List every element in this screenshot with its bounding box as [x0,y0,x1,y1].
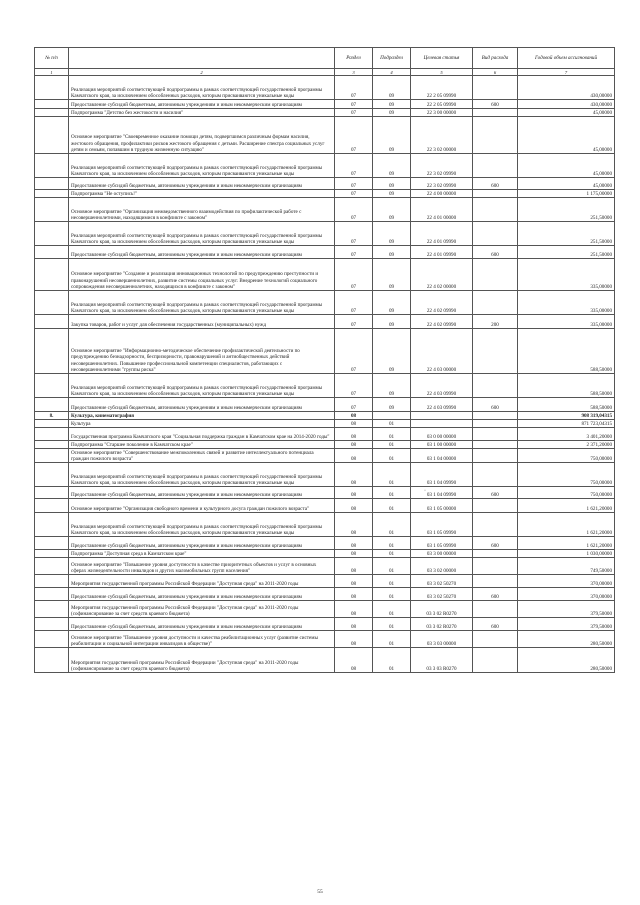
cell-name: Мероприятия государственной программы Российской Федерации "Доступная среда" на 2011-2020 годы (софинансирование за счет средств краевого бюджета) [69,648,335,673]
cell-vr [473,109,518,117]
cell-name: Основное мероприятие "Совершенствование межпоколенных связей и развитие интеллектуального потенциала граждан пожилого возраста" [69,449,335,463]
cell-razdel: 07 [335,190,373,198]
cell-sum: 1 621,20000 [518,499,615,513]
cell-sum: 379,50000 [518,601,615,618]
column-number: 6 [473,69,518,76]
cell-vr [473,513,518,537]
cell-num [35,190,69,198]
cell-vr [473,198,518,222]
cell-sum: 750,00000 [518,449,615,463]
cell-name: Основное мероприятие "Своевременное оказание помощи детям, подвергшимся различным формам насилия, жестокого обращения, профилактики рисков жестокого обращения с детьми. Расширение спектра социальных услуг детям и семьям, попавшим в трудную жизненную ситуацию" [69,117,335,154]
cell-podrazdel: 09 [373,291,411,315]
cell-sum: 1 175,00000 [518,190,615,198]
cell-num [35,329,69,374]
cell-razdel: 07 [335,398,373,412]
cell-num [35,100,69,109]
cell-num [35,420,69,428]
cell-razdel: 07 [335,246,373,259]
cell-vr [473,449,518,463]
cell-vr: 600 [473,487,518,499]
cell-razdel: 08 [335,575,373,588]
cell-vr [473,648,518,673]
cell-sum: 335,00000 [518,291,615,315]
cell-num [35,428,69,441]
cell-name: Основное мероприятие "Создание и реализация инновационных технологий по предупреждению преступности и правонарушений несовершеннолетних, развитие системы социальных услуг. Внедрение технологий социального сопровождения несовершеннолетних, находящихся в конфликте с законом" [69,259,335,291]
cell-cs: 22 4 03 09990 [411,398,473,412]
cell-vr [473,428,518,441]
cell-vr [473,190,518,198]
cell-name: Предоставление субсидий бюджетным, автономным учреждениям и иным некоммерческим организациям [69,246,335,259]
cell-num [35,374,69,398]
cell-vr: 600 [473,398,518,412]
cell-razdel: 08 [335,420,373,428]
cell-num [35,648,69,673]
cell-podrazdel: 01 [373,449,411,463]
cell-razdel: 08 [335,441,373,449]
cell-cs: 22 3 00 00000 [411,109,473,117]
header-cs: Целевая статья [411,48,473,69]
cell-podrazdel: 01 [373,575,411,588]
cell-name: Реализация мероприятий соответствующей подпрограммы в рамках соответствующей государственной программы Камчатского края, за исключением обособленных расходов, которым присваиваются уникальные коды [69,374,335,398]
cell-podrazdel: 01 [373,420,411,428]
cell-sum: 251,50000 [518,246,615,259]
table-row [35,499,615,513]
cell-razdel: 07 [335,100,373,109]
cell-vr [473,575,518,588]
table-row [35,588,615,601]
cell-podrazdel: 09 [373,246,411,259]
cell-cs: 03 3 00 00000 [411,550,473,558]
cell-podrazdel: 01 [373,648,411,673]
cell-num [35,449,69,463]
cell-cs: 22 3 02 09990 [411,178,473,190]
cell-num [35,398,69,412]
cell-num [35,154,69,178]
cell-sum: 45,00000 [518,109,615,117]
table-row [35,291,615,315]
cell-cs: 03 1 04 00000 [411,449,473,463]
cell-podrazdel: 09 [373,178,411,190]
cell-cs: 22 4 02 09990 [411,315,473,329]
cell-num [35,222,69,246]
cell-podrazdel: 09 [373,222,411,246]
cell-num [35,588,69,601]
cell-podrazdel: 09 [373,259,411,291]
cell-name: Основное мероприятие "Повышение уровня доступности в качестве приоритетных объектов и услуг в основных сферах жизнедеятельности инвалидов и других маломобильных групп населения" [69,558,335,575]
table-row [35,428,615,441]
cell-name: Предоставление субсидий бюджетным, автономным учреждениям и иным некоммерческим организациям [69,398,335,412]
cell-sum: 280,50000 [518,631,615,648]
table-row [35,198,615,222]
cell-podrazdel: 09 [373,154,411,178]
cell-num [35,246,69,259]
cell-name: Подпрограмма "Старшее поколение в Камчатском крае" [69,441,335,449]
table-row [35,412,615,420]
cell-vr: 600 [473,100,518,109]
header-sum: Годовой объем ассигнований [518,48,615,69]
cell-cs [411,420,473,428]
cell-vr [473,601,518,618]
table-row [35,222,615,246]
cell-podrazdel: 09 [373,329,411,374]
table-row [35,575,615,588]
cell-sum: 280,50000 [518,648,615,673]
cell-name: Государственная программа Камчатского края "Социальная поддержка граждан в Камчатском крае на 2014-2020 годы" [69,428,335,441]
column-number: 4 [373,69,411,76]
cell-num [35,618,69,631]
cell-razdel: 08 [335,588,373,601]
cell-name: Подпрограмма "Не оступись!" [69,190,335,198]
cell-name: Культура, кинематография [69,412,335,420]
cell-razdel: 07 [335,178,373,190]
cell-podrazdel: 09 [373,190,411,198]
cell-razdel: 07 [335,198,373,222]
cell-razdel: 07 [335,259,373,291]
cell-name: Мероприятия государственной программы Российской Федерации "Доступная среда" на 2011-2020 годы [69,575,335,588]
cell-sum: 335,00000 [518,315,615,329]
column-number: 3 [335,69,373,76]
cell-vr: 600 [473,178,518,190]
cell-name: Реализация мероприятий соответствующей подпрограммы в рамках соответствующей государственной программы Камчатского края, за исключением обособленных расходов, которым присваиваются уникальные коды [69,222,335,246]
cell-podrazdel: 01 [373,550,411,558]
cell-name: Реализация мероприятий соответствующей подпрограммы в рамках соответствующей государственной программы Камчатского края, за исключением обособленных расходов, которым присваиваются уникальные коды [69,154,335,178]
cell-name: Реализация мероприятий соответствующей подпрограммы в рамках соответствующей государственной программы Камчатского края, за исключением обособленных расходов, которым присваиваются уникальные коды [69,513,335,537]
cell-cs: 22 4 02 09990 [411,291,473,315]
cell-sum: 908 319,04315 [518,412,615,420]
cell-cs: 03 3 02 R0270 [411,601,473,618]
cell-razdel: 08 [335,618,373,631]
cell-sum: 1 030,00000 [518,550,615,558]
cell-podrazdel: 01 [373,618,411,631]
cell-vr [473,463,518,487]
cell-razdel: 08 [335,601,373,618]
cell-sum: 750,00000 [518,463,615,487]
cell-vr [473,117,518,154]
cell-vr: 600 [473,537,518,550]
cell-podrazdel: 09 [373,315,411,329]
cell-podrazdel: 09 [373,76,411,100]
cell-sum: 251,50000 [518,222,615,246]
cell-num [35,601,69,618]
cell-sum: 45,00000 [518,117,615,154]
cell-vr [473,420,518,428]
table-row [35,631,615,648]
cell-num [35,487,69,499]
cell-num [35,550,69,558]
table-row [35,463,615,487]
table-row [35,558,615,575]
cell-num [35,513,69,537]
table-row [35,315,615,329]
cell-cs: 22 4 00 00000 [411,190,473,198]
cell-razdel: 08 [335,412,373,420]
cell-name: Мероприятия государственной программы Российской Федерации "Доступная среда" на 2011-2020 годы (софинансирование за счет средств краевого бюджета) [69,601,335,618]
cell-cs: 03 0 00 00000 [411,428,473,441]
cell-sum: 2 371,20000 [518,441,615,449]
cell-sum: 379,50000 [518,618,615,631]
cell-cs: 22 2 05 09990 [411,76,473,100]
table-row [35,117,615,154]
table-row [35,487,615,499]
cell-podrazdel: 01 [373,558,411,575]
cell-razdel: 08 [335,428,373,441]
cell-podrazdel: 01 [373,499,411,513]
cell-num [35,117,69,154]
cell-sum: 430,00000 [518,76,615,100]
cell-num [35,499,69,513]
stray-mark: · [424,488,426,494]
cell-name: Закупка товаров, работ и услуг для обеспечения государственных (муниципальных) нужд [69,315,335,329]
cell-num [35,315,69,329]
cell-cs: 22 4 01 00000 [411,198,473,222]
cell-name: Культура [69,420,335,428]
cell-cs: 22 4 03 09990 [411,374,473,398]
cell-razdel: 08 [335,550,373,558]
cell-razdel: 07 [335,222,373,246]
cell-cs: 22 4 02 00000 [411,259,473,291]
cell-vr [473,412,518,420]
cell-podrazdel: 01 [373,601,411,618]
table-row [35,537,615,550]
cell-cs: 22 3 02 00000 [411,117,473,154]
cell-num [35,558,69,575]
column-number: 5 [411,69,473,76]
table-row [35,109,615,117]
cell-vr [473,76,518,100]
cell-vr [473,154,518,178]
column-number: 7 [518,69,615,76]
cell-num [35,109,69,117]
cell-cs: 22 2 05 09990 [411,100,473,109]
cell-razdel: 08 [335,449,373,463]
column-number: 1 [35,69,69,76]
cell-razdel: 07 [335,291,373,315]
cell-podrazdel: 09 [373,117,411,154]
cell-name: Основное мероприятие "Организация свободного времени и культурного досуга граждан пожилого возраста" [69,499,335,513]
cell-vr [473,631,518,648]
cell-cs: 03 1 04 09990 [411,487,473,499]
cell-cs: 03 1 05 09990 [411,537,473,550]
table-body [35,76,615,673]
cell-vr: 600 [473,246,518,259]
table-row [35,398,615,412]
cell-num [35,463,69,487]
cell-cs: 03 3 02 50270 [411,575,473,588]
cell-vr [473,374,518,398]
cell-vr: 600 [473,588,518,601]
table-row [35,76,615,100]
cell-razdel: 08 [335,537,373,550]
cell-cs: 03 1 05 09990 [411,513,473,537]
cell-name: Реализация мероприятий соответствующей подпрограммы в рамках соответствующей государственной программы Камчатского края, за исключением обособленных расходов, которым присваиваются уникальные коды [69,291,335,315]
cell-cs: 22 3 02 09990 [411,154,473,178]
header-num: № п/п [35,48,69,69]
cell-name: Предоставление субсидий бюджетным, автономным учреждениям и иным некоммерческим организациям [69,588,335,601]
cell-cs: 03 3 02 50270 [411,588,473,601]
cell-razdel: 08 [335,558,373,575]
table-row [35,374,615,398]
table-row [35,648,615,673]
cell-razdel: 07 [335,154,373,178]
cell-name: Основное мероприятие "Информационно-методическое обеспечение профилактической деятельности по предупреждению безнадзорности, беспризорности, правонарушений и антиобщественных действий несовершеннолетних. Повышение профессиональной компетенции специалистов, работающих с несовершеннолетними "группы риска" [69,329,335,374]
cell-name: Подпрограмма "Детство без жестокости и насилия" [69,109,335,117]
table-header-row [35,48,615,69]
cell-cs: 22 4 01 09990 [411,222,473,246]
cell-sum: 588,50000 [518,374,615,398]
cell-vr [473,441,518,449]
cell-vr: 600 [473,618,518,631]
cell-cs: 03 3 02 00000 [411,558,473,575]
cell-vr [473,558,518,575]
cell-num [35,631,69,648]
cell-razdel: 08 [335,513,373,537]
cell-sum: 430,00000 [518,100,615,109]
cell-razdel: 07 [335,315,373,329]
cell-sum: 1 621,20000 [518,513,615,537]
table-row [35,441,615,449]
cell-sum: 871 723,04315 [518,420,615,428]
cell-razdel: 07 [335,374,373,398]
header-podrazdel: Подраздел [373,48,411,69]
table-row [35,329,615,374]
cell-podrazdel: 01 [373,537,411,550]
cell-sum: 1 621,20000 [518,537,615,550]
table-row [35,449,615,463]
cell-vr [473,499,518,513]
cell-name: Предоставление субсидий бюджетным, автономным учреждениям и иным некоммерческим организациям [69,178,335,190]
budget-table [34,47,615,673]
header-razdel: Раздел [335,48,373,69]
cell-cs: 03 3 03 R0270 [411,648,473,673]
cell-podrazdel: 01 [373,631,411,648]
cell-razdel: 07 [335,109,373,117]
cell-num [35,291,69,315]
table-row [35,420,615,428]
cell-vr [473,222,518,246]
cell-sum: 251,50000 [518,198,615,222]
cell-podrazdel: 09 [373,198,411,222]
cell-num [35,178,69,190]
cell-podrazdel: 09 [373,109,411,117]
cell-vr [473,550,518,558]
cell-num [35,198,69,222]
table-row [35,154,615,178]
cell-cs: 03 1 05 00000 [411,499,473,513]
table-row [35,259,615,291]
header-vr: Вид расхода [473,48,518,69]
cell-podrazdel: 01 [373,428,411,441]
cell-razdel: 08 [335,487,373,499]
column-number-row [35,69,615,76]
cell-podrazdel: 09 [373,374,411,398]
cell-sum: 588,50000 [518,398,615,412]
cell-sum: 750,00000 [518,487,615,499]
cell-razdel: 08 [335,463,373,487]
cell-num [35,259,69,291]
cell-sum: 335,00000 [518,259,615,291]
cell-sum: 588,50000 [518,329,615,374]
cell-vr [473,291,518,315]
cell-sum: 45,00000 [518,154,615,178]
table-row [35,178,615,190]
table-row [35,550,615,558]
cell-vr [473,259,518,291]
cell-podrazdel: 01 [373,463,411,487]
cell-podrazdel [373,412,411,420]
cell-num [35,76,69,100]
cell-vr [473,329,518,374]
cell-name: Подпрограмма "Доступная среда в Камчатском крае" [69,550,335,558]
cell-sum: 749,50000 [518,558,615,575]
cell-cs: 03 3 03 00000 [411,631,473,648]
cell-name: Реализация мероприятий соответствующей подпрограммы в рамках соответствующей государственной программы Камчатского края, за исключением обособленных расходов, которым присваиваются уникальные коды [69,76,335,100]
cell-name: Реализация мероприятий соответствующей подпрограммы в рамках соответствующей государственной программы Камчатского края, за исключением обособленных расходов, которым присваиваются уникальные коды [69,463,335,487]
table-row [35,618,615,631]
cell-razdel: 07 [335,117,373,154]
cell-name: Основное мероприятие "Организация межведомственного взаимодействия по профилактической работе с несовершеннолетними, находящимися в конфликте с законом" [69,198,335,222]
cell-razdel: 08 [335,631,373,648]
cell-sum: 370,00000 [518,588,615,601]
cell-name: Предоставление субсидий бюджетным, автономным учреждениям и иным некоммерческим организациям [69,100,335,109]
page-number: 55 [317,889,323,895]
cell-name: Предоставление субсидий бюджетным, автономным учреждениям и иным некоммерческим организациям [69,537,335,550]
cell-num: 8. [35,412,69,420]
cell-sum: 45,00000 [518,178,615,190]
table-row [35,190,615,198]
table-row [35,100,615,109]
cell-podrazdel: 01 [373,441,411,449]
table-row [35,246,615,259]
table-row [35,601,615,618]
cell-podrazdel: 01 [373,513,411,537]
header-name [69,48,335,69]
cell-cs: 03 1 04 09990 [411,463,473,487]
cell-cs [411,412,473,420]
cell-podrazdel: 01 [373,588,411,601]
cell-num [35,575,69,588]
cell-razdel: 07 [335,329,373,374]
cell-vr: 200 [473,315,518,329]
cell-cs: 22 4 03 00000 [411,329,473,374]
cell-name: Основное мероприятие "Повышение уровня доступности и качества реабилитационных услуг (развитие системы реабилитации и социальной интеграции инвалидов в обществе)" [69,631,335,648]
cell-num [35,537,69,550]
cell-cs: 03 3 02 R0270 [411,618,473,631]
cell-cs: 03 1 00 00000 [411,441,473,449]
cell-sum: 370,00000 [518,575,615,588]
cell-podrazdel: 09 [373,398,411,412]
cell-num [35,441,69,449]
cell-razdel: 07 [335,76,373,100]
cell-cs: 22 4 01 09990 [411,246,473,259]
column-number: 2 [69,69,335,76]
cell-name: Предоставление субсидий бюджетным, автономным учреждениям и иным некоммерческим организациям [69,618,335,631]
cell-razdel: 08 [335,648,373,673]
cell-name: Предоставление субсидий бюджетным, автономным учреждениям и иным некоммерческим организациям [69,487,335,499]
table-row [35,513,615,537]
cell-podrazdel: 09 [373,100,411,109]
cell-razdel: 08 [335,499,373,513]
cell-sum: 3 401,20000 [518,428,615,441]
cell-podrazdel: 01 [373,487,411,499]
